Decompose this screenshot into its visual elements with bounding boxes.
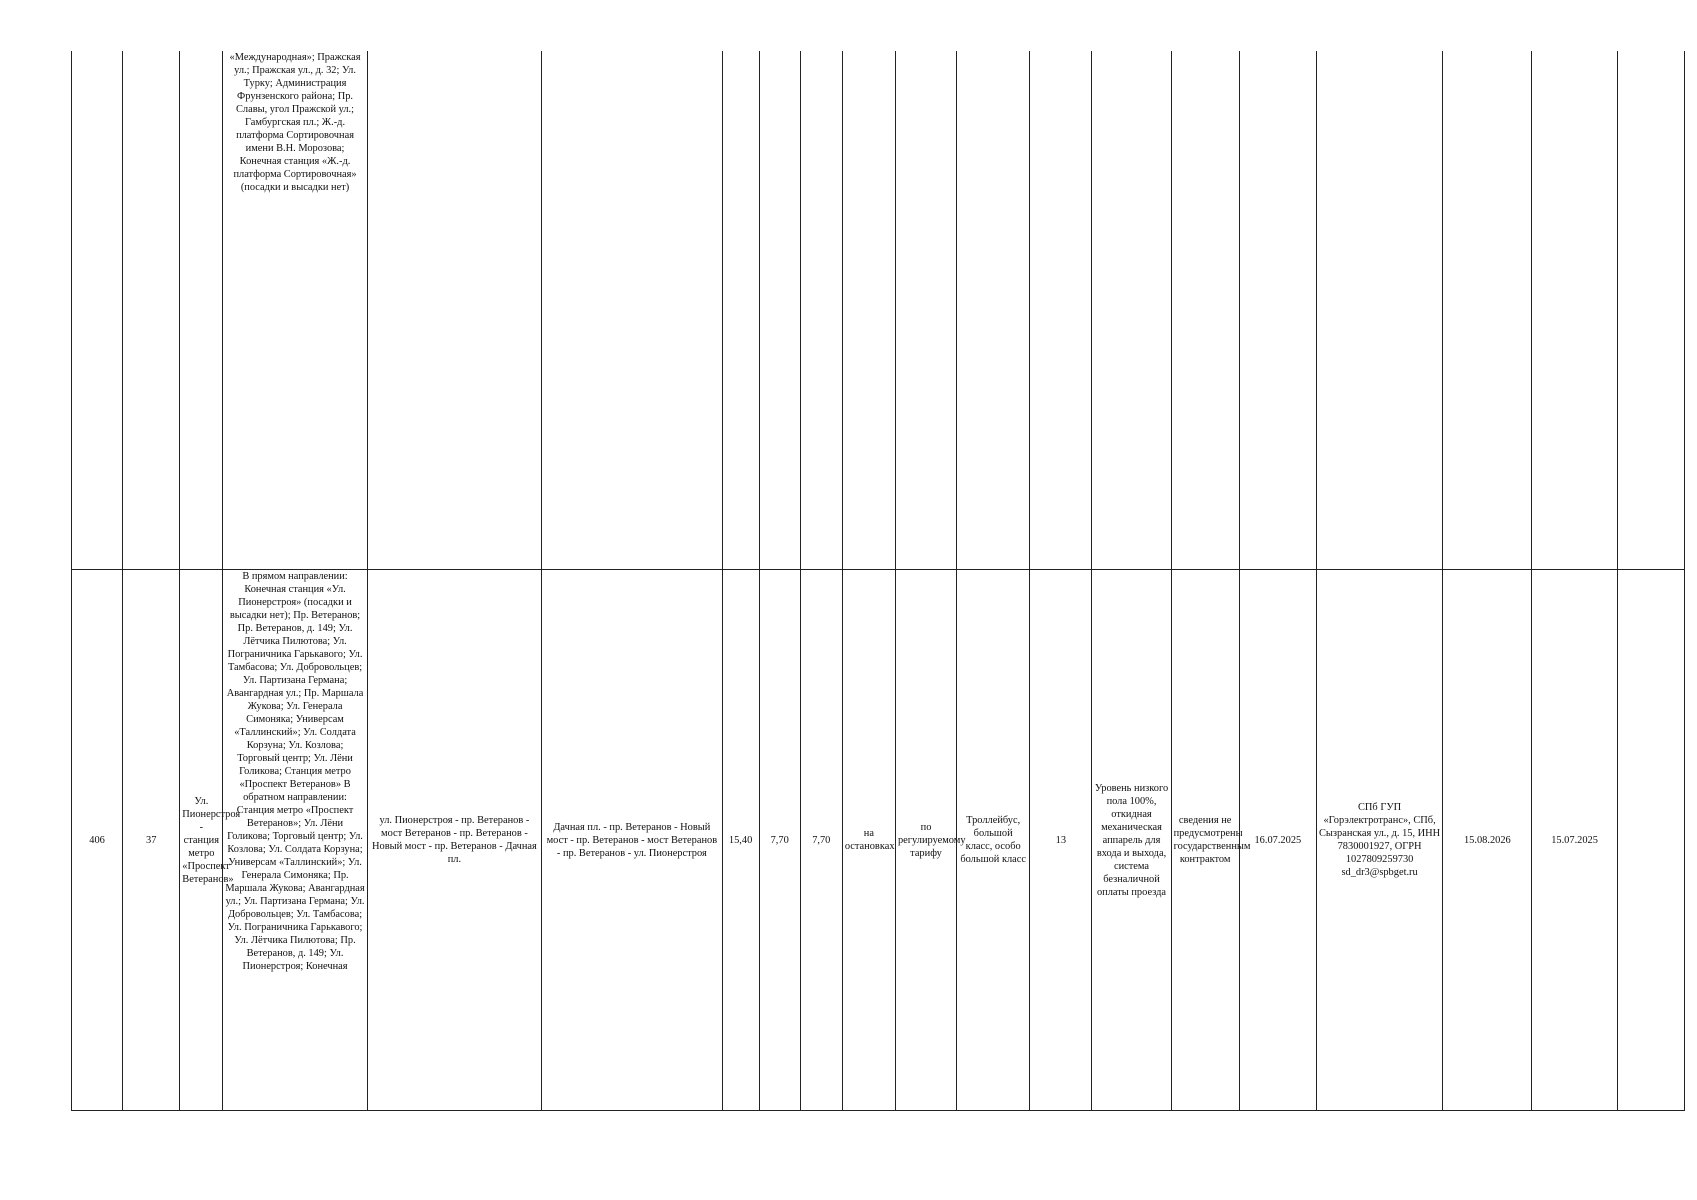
- route-reg-cell: [123, 51, 180, 570]
- tariff-cell: [895, 51, 956, 570]
- extra-cell: [1617, 570, 1684, 1111]
- route-reg-cell: 37: [123, 570, 180, 1111]
- route-name-cell: Ул. Пионерстроя - станция метро «Проспект Ветеранов»: [180, 570, 223, 1111]
- carrier-cell: [1316, 51, 1442, 570]
- stops-text: «Международная»; Пражская ул.; Пражская ул., д. 32; Ул. Турку; Администрация Фрунзенского района; Пр. Славы, угол Пражской ул.; Гамбургская пл.; Ж.-д. платформа Сортировочная имени В.Н. Морозова; Конечная станция «Ж.-д. платформа Сортировочная» (посадки и высадки нет): [229, 52, 361, 193]
- features-cell: Уровень низкого пола 100%, откидная механическая аппарель для входа и выхода, система безналичной оплаты проезда: [1092, 570, 1171, 1111]
- stop-order-cell: на остановках: [842, 570, 895, 1111]
- vehicle-count-cell: [1030, 51, 1092, 570]
- streets-forward-cell: ул. Пионерстроя - пр. Ветеранов - мост Ветеранов - пр. Ветеранов - Новый мост - пр. Ветеранов - Дачная пл.: [367, 570, 541, 1111]
- contract-cell: [1171, 51, 1239, 570]
- route-name-cell: [180, 51, 223, 570]
- features-cell: [1092, 51, 1171, 570]
- date-cell: 15.08.2026: [1443, 570, 1532, 1111]
- length-cell: 15,40: [722, 570, 759, 1111]
- stop-order-cell: [842, 51, 895, 570]
- tariff-cell: по регулируемому тарифу: [895, 570, 956, 1111]
- stops-text: В прямом направлении: Конечная станция «Ул. Пионерстроя» (посадки и высадки нет); Пр. Ветеранов; Пр. Ветеранов, д. 149; Ул. Лётчика Пилютова; Ул. Пограничника Гарькавого; Ул. Тамбасова; Ул. Добровольцев; Ул. Партизана Германа; Авангардная ул.; Пр. Маршала Жукова; Ул. Генерала Симоняка; Универсам «Таллинский»; Ул. Солдата Корзуна; Ул. Козлова; Торговый центр; Ул. Лёни Голикова; Станция метро «Проспект Ветеранов» В обратном направлении: Станция метро «Проспект Ветеранов»; Ул. Лёни Голикова; Торговый центр; Ул. Козлова; Ул. Солдата Корзуна; Универсам «Таллинский»; Ул. Генерала Симоняка; Пр. Маршала Жукова; Авангардная ул.; Ул. Партизана Германа; Ул. Добровольцев; Ул. Тамбасова; Ул. Пограничника Гарькавого; Ул. Лётчика Пилютова; Пр. Ветеранов, д. 149; Ул. Пионерстроя; Конечная: [225, 571, 365, 972]
- contract-cell: сведения не предусмотрены государственным контрактом: [1171, 570, 1239, 1111]
- carrier-cell: СПб ГУП «Горэлектротранс», СПб, Сызранская ул., д. 15, ИНН 7830001927, ОГРН 1027809259730 sd_dr3@spbget.ru: [1316, 570, 1442, 1111]
- extra-cell: [1617, 51, 1684, 570]
- route-number-cell: 406: [72, 570, 123, 1111]
- table-row: [72, 51, 1685, 570]
- vehicle-class-cell: Троллейбус, большой класс, особо большой класс: [957, 570, 1030, 1111]
- length-backward-cell: [800, 51, 842, 570]
- date-cell: [1443, 51, 1532, 570]
- route-registry-table: [71, 51, 1685, 1111]
- length-backward-cell: 7,70: [800, 570, 842, 1111]
- length-cell: [722, 51, 759, 570]
- date-cell: 15.07.2025: [1532, 570, 1617, 1111]
- length-forward-cell: 7,70: [759, 570, 800, 1111]
- vehicle-count-cell: 13: [1030, 570, 1092, 1111]
- date-cell: [1532, 51, 1617, 570]
- stops-cell: [223, 51, 367, 570]
- start-date-cell: 16.07.2025: [1239, 570, 1316, 1111]
- streets-backward-cell: [542, 51, 722, 570]
- table-row: [72, 570, 1685, 1111]
- streets-forward-cell: [367, 51, 541, 570]
- start-date-cell: [1239, 51, 1316, 570]
- vehicle-class-cell: [957, 51, 1030, 570]
- length-forward-cell: [759, 51, 800, 570]
- stops-cell: [223, 570, 367, 1111]
- streets-backward-cell: Дачная пл. - пр. Ветеранов - Новый мост - пр. Ветеранов - мост Ветеранов - пр. Ветеранов - ул. Пионерстроя: [542, 570, 722, 1111]
- route-number-cell: [72, 51, 123, 570]
